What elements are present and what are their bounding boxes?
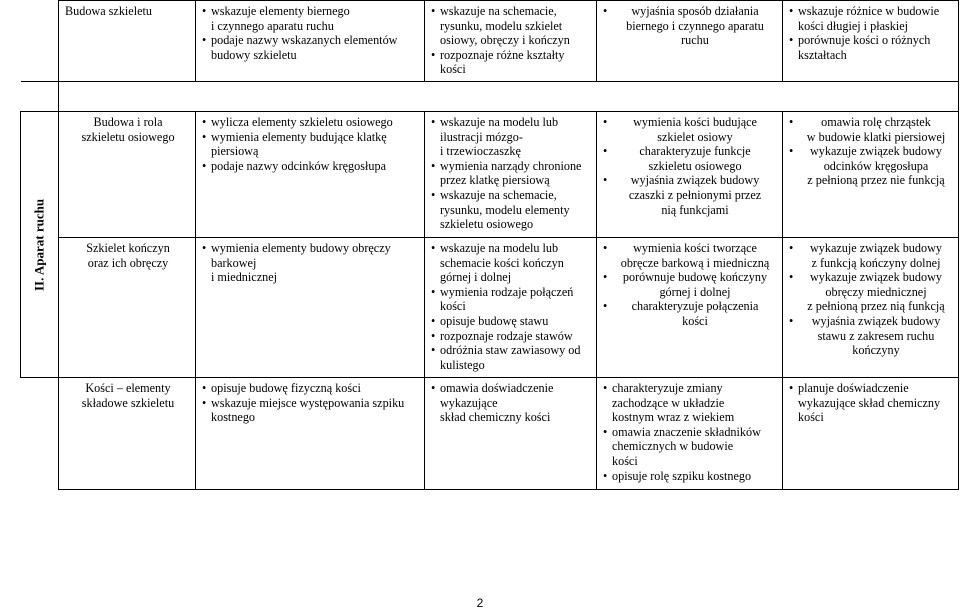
requirements-cell [783,238,959,378]
bullet-item: • wskazuje różnice w budowie [789,4,954,19]
topic-line: Szkielet kończyn [86,241,170,255]
topic-cell [59,112,196,238]
bullet-continuation: chemicznych w budowie [612,439,734,454]
bullet-continuation: skład chemiczny kości [440,410,551,425]
bullet-continuation: odcinków kręgosłupa [823,158,929,173]
bullet-item: • omawia doświadczenie [431,381,592,396]
requirements-list [789,115,954,188]
bullet-continuation: kształtach [798,47,847,62]
bullet-item: • opisuje rolę szpiku kostnego [603,469,778,484]
topic-line: Budowa i rola [93,115,163,129]
bullet-continuation: kości [798,410,824,425]
requirements-table [20,0,959,490]
bullet-continuation: z pełnioną przez nie funkcją [807,173,945,188]
bullet-continuation: barkowej [211,255,257,270]
bullet-item: • wymienia elementy budujące klatkę [202,130,420,145]
topic-line: oraz ich obręczy [87,255,169,270]
bullet-continuation: obręcze barkową i miedniczną [620,255,770,270]
requirements-cell [196,112,425,238]
bullet-continuation: w budowie klatki piersiowej [806,129,946,144]
topic-list [65,381,191,410]
requirements-cell [597,378,783,490]
bullet-continuation: kulistego [440,357,485,372]
bullet-continuation: i miednicznej [211,270,277,285]
requirements-cell [597,112,783,238]
requirements-list [789,241,954,358]
bullet-item: • podaje nazwy wskazanych elementów [202,33,420,48]
bullet-item: • charakteryzuje zmiany [603,381,778,396]
bullet-continuation: kości [612,453,638,468]
bullet-continuation: ruchu [681,33,709,48]
bullet-continuation: kostnym wraz z wiekiem [612,410,735,425]
bullet-continuation: kości [682,313,708,328]
table-row [21,1,959,82]
requirements-cell [783,112,959,238]
bullet-item: • omawia znaczenie składników [603,425,778,440]
page-number: 2 [476,596,484,610]
bullet-continuation: szkieletu osiowego [440,217,534,232]
bullet-item: • wykazuje związek budowy [789,241,954,256]
requirements-list [603,241,778,329]
bullet-continuation: stawu z zakresem ruchu [817,328,935,343]
requirements-cell [425,238,597,378]
bullet-item: • wymienia elementy budowy obręczy [202,241,420,256]
spacer-cell [21,1,59,82]
bullet-item: • wymienia rodzaje połączeń [431,285,592,300]
bullet-continuation: zachodzące w układzie [612,395,725,410]
requirements-list [603,381,778,483]
bullet-continuation: obręczy miednicznej [825,284,927,299]
table-row [21,238,959,378]
bullet-continuation: budowy szkieletu [211,47,297,62]
requirements-list [431,115,592,232]
bullet-item: • rozpoznaje różne kształty [431,48,592,63]
topic-list [65,241,191,270]
topic-line: szkieletu osiowego [81,129,175,144]
bullet-continuation: rysunku, modelu elementy [440,202,570,217]
table-row [21,112,959,238]
bullet-item: • wylicza elementy szkieletu osiowego [202,115,420,130]
bullet-item: • wskazuje na schemacie, [431,4,592,19]
bullet-continuation: i czynnego aparatu ruchu [211,18,334,33]
topic-line: Kości – elementy [85,381,171,395]
bullet-continuation: szkielet osiowy [657,129,733,144]
bullet-item: • omawia rolę chrząstek [789,115,954,130]
bullet-item: • charakteryzuje funkcje [603,144,778,159]
requirements-cell [597,238,783,378]
requirements-list [202,241,420,285]
bullet-item: • wskazuje na schemacie, [431,188,592,203]
bullet-continuation: górnej i dolnej [440,270,512,285]
bullet-continuation: z pełnioną przez nią funkcją [807,299,945,314]
bullet-continuation: kości [440,62,466,77]
spacer-cell [59,82,959,112]
spacer-cell [21,82,59,112]
requirements-list [603,115,778,217]
bullet-item: • charakteryzuje połączenia [603,299,778,314]
bullet-item: • wyjaśnia sposób działania [603,4,778,19]
requirements-cell [783,1,959,82]
requirements-list [202,381,420,425]
bullet-item: • odróżnia staw zawiasowy od [431,343,592,358]
topic-cell [59,238,196,378]
bullet-continuation: wykazujące skład chemiczny [798,395,941,410]
spacer-cell [21,378,59,490]
requirements-list [789,381,954,425]
requirements-cell [783,378,959,490]
bullet-item: • wymienia kości tworzące [603,241,778,256]
requirements-list [603,4,778,48]
bullet-continuation: piersiową [211,144,259,159]
requirements-list [431,4,592,77]
bullet-continuation: ilustracji mózgo- [440,129,523,144]
topic-list [65,115,191,144]
table-row [21,378,959,490]
bullet-item: • wyjaśnia związek budowy [603,173,778,188]
bullet-item: • wskazuje na modelu lub [431,241,592,256]
topic-list [65,4,191,19]
bullet-continuation: rysunku, modelu szkielet [440,18,563,33]
requirements-cell [196,238,425,378]
topic-line: składowe szkieletu [81,395,175,410]
bullet-continuation: wykazujące [440,395,498,410]
requirements-cell [425,1,597,82]
requirements-cell [425,112,597,238]
separator-row [21,82,959,112]
requirements-list [431,381,592,425]
bullet-item: • porównuje budowę kończyny [603,270,778,285]
section-label: II. Aparat ruchu [31,198,47,291]
bullet-item: • wskazuje miejsce występowania szpiku [202,396,420,411]
bullet-continuation: kości długiej i płaskiej [798,18,909,33]
requirements-list [202,115,420,173]
bullet-item: • rozpoznaje rodzaje stawów [431,329,592,344]
bullet-item: • wskazuje na modelu lub [431,115,592,130]
topic-cell [59,1,196,82]
bullet-continuation: szkieletu osiowego [648,158,742,173]
bullet-item: • wymienia kości budujące [603,115,778,130]
bullet-continuation: kończyny [852,343,900,358]
bullet-continuation: biernego i czynnego aparatu [626,18,764,33]
bullet-item: • wskazuje elementy biernego [202,4,420,19]
bullet-item: • opisuje budowę fizyczną kości [202,381,420,396]
section-cell [21,112,59,378]
requirements-cell [196,1,425,82]
requirements-cell [196,378,425,490]
bullet-continuation: przez klatkę piersiową [440,173,550,188]
bullet-item: • planuje doświadczenie [789,381,954,396]
bullet-continuation: schemacie kości kończyn [440,255,564,270]
bullet-item: • opisuje budowę stawu [431,314,592,329]
bullet-item: • wyjaśnia związek budowy [789,314,954,329]
requirements-cell [425,378,597,490]
bullet-continuation: czaszki z pełnionymi przez [628,187,762,202]
topic-line: Budowa szkieletu [65,4,152,18]
bullet-continuation: górnej i dolnej [659,284,731,299]
requirements-cell [597,1,783,82]
requirements-list [202,4,420,62]
bullet-item: • wykazuje związek budowy [789,270,954,285]
bullet-item: • wymienia narządy chronione [431,159,592,174]
requirements-list [789,4,954,62]
bullet-item: • wykazuje związek budowy [789,144,954,159]
requirements-list [431,241,592,372]
bullet-item: • podaje nazwy odcinków kręgosłupa [202,159,420,174]
bullet-continuation: i trzewioczaszkę [440,144,521,159]
bullet-continuation: kostnego [211,410,256,425]
bullet-item: • porównuje kości o różnych [789,33,954,48]
bullet-continuation: kości [440,299,466,314]
bullet-continuation: nią funkcjami [661,202,729,217]
bullet-continuation: osiowy, obręczy i kończyn [440,33,570,48]
bullet-continuation: z funkcją kończyny dolnej [811,255,941,270]
topic-cell [59,378,196,490]
